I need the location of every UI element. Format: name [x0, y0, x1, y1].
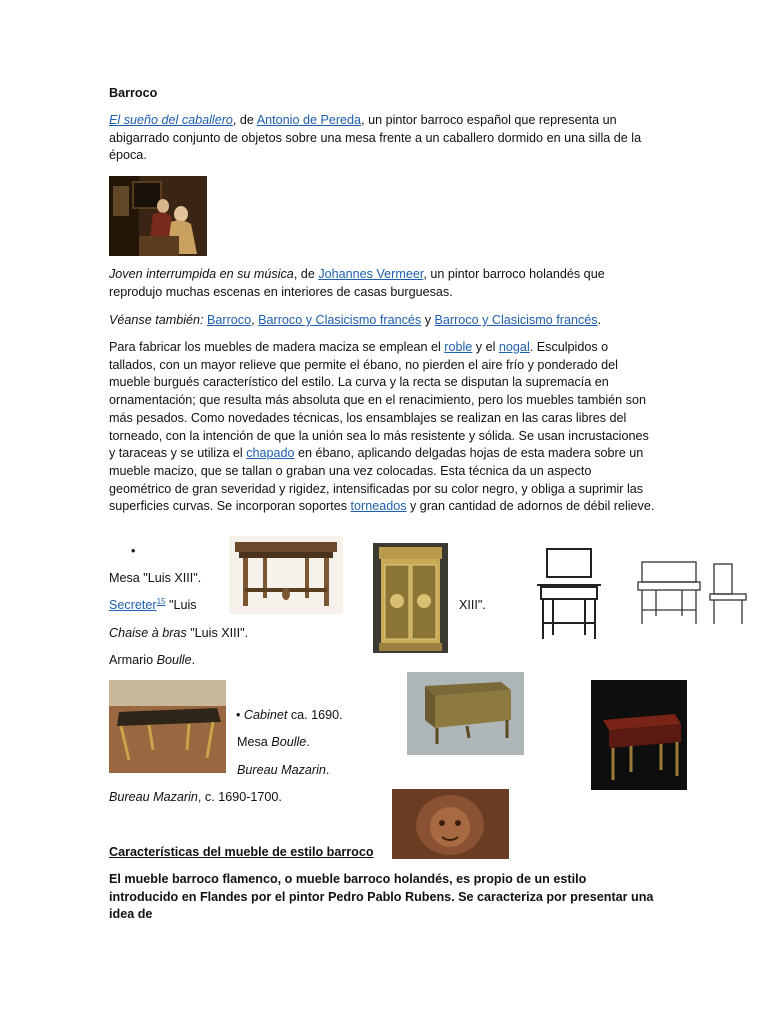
list-bullet: •	[236, 708, 241, 722]
text: , de	[293, 267, 319, 281]
link-torneados[interactable]: torneados	[350, 499, 407, 514]
painting-title: Joven interrumpida en su música	[109, 267, 294, 281]
see-also-label: Véanse también:	[109, 313, 208, 327]
caption-mesa-boulle	[237, 734, 310, 752]
text: Mesa	[237, 735, 272, 749]
caption-bureau-mazarin-date	[109, 789, 282, 807]
text: .	[306, 735, 310, 749]
paragraph-vermeer	[109, 266, 659, 301]
text: y	[421, 313, 435, 327]
paragraph-see-also	[109, 312, 659, 330]
link-nogal[interactable]: nogal	[498, 340, 530, 354]
caption-secreter-tail: XIII".	[459, 598, 486, 612]
text: "Luis	[165, 598, 197, 612]
link-barroco[interactable]: Barroco	[207, 313, 252, 327]
text: Para fabricar los muebles de madera maciza se emplean el	[109, 340, 445, 354]
cabinet-name: Cabinet	[243, 708, 288, 722]
armario-boulle-image	[373, 543, 448, 653]
link-roble[interactable]: roble	[444, 340, 473, 354]
caption-mesa-luis-xiii: Mesa "Luis XIII".	[109, 571, 202, 585]
text: ca. 1690.	[287, 708, 343, 722]
paragraph-flemish-baroque: El mueble barroco flamenco, o mueble barroco holandés, es propio de un estilo introducido en Flandes por el pintor Pedro Pablo Rubens. Se caracteriza por presentar una idea de	[109, 872, 654, 922]
text: . Esculpidos o tallados, con un mayor relieve que permite el ébano, no pierden el aire frío y ponderado del mueble burgués característico del estilo. La curva y la recta se disputan la supremacía en ornamentación; que resulta más absoluta que en el renacimiento, pero los muebles también son más pesados. Como novedades técnicas, los ensamblajes se realizan en las caras libres del torneado, con la intención de que la unión sea lo más resistente y sólida. Se usan incrustaciones y taraceas y se utiliza el	[109, 340, 649, 461]
boulle-name: Boulle	[271, 735, 307, 749]
boulle-name: Boulle	[156, 653, 192, 667]
bureau-mazarin-image	[591, 680, 687, 790]
text: Armario	[109, 653, 157, 667]
link-secreter[interactable]: Secreter	[109, 598, 157, 612]
caption-chaise-a-bras	[109, 625, 248, 643]
text: "Luis XIII".	[186, 626, 249, 640]
chaise-name: Chaise à bras	[109, 626, 187, 640]
text: en ébano, aplicando delgadas hojas de esta madera sobre un mueble macizo, que se tallan o graban una vez colocadas. Esta técnica da un aspecto geométrico de gran severidad y rigidez, intensificadas por su color negro, y obliga a suprimir las superficies curvas. Se incorporan soportes	[109, 446, 644, 514]
link-johannes-vermeer[interactable]: Johannes Vermeer	[318, 267, 424, 281]
link-antonio-de-pereda[interactable]: Antonio de Pereda	[256, 113, 362, 127]
text: y gran cantidad de adornos de débil relieve.	[406, 499, 655, 514]
text: , de	[232, 113, 257, 127]
caption-cabinet	[236, 707, 343, 725]
paragraph-materials	[109, 339, 657, 516]
vermeer-painting-image	[109, 176, 207, 256]
link-el-sueno-del-caballero[interactable]: El sueño del caballero	[109, 113, 233, 127]
bureau-name: Bureau Mazarin	[237, 763, 326, 777]
cabinet-image	[407, 672, 524, 755]
paragraph-pereda	[109, 112, 659, 165]
text: y el	[472, 340, 499, 354]
text: .	[191, 653, 196, 667]
text: .	[597, 313, 602, 327]
secreter-luis-xiii-image	[634, 556, 748, 628]
mesa-boulle-image	[109, 680, 226, 773]
list-bullet: •	[131, 544, 136, 558]
page-title: Barroco	[109, 86, 158, 100]
text: .	[325, 763, 330, 777]
bureau-name: Bureau Mazarin	[109, 790, 198, 804]
text: , un pintor barroco español que representa un abigarrado conjunto de objetos sobre una mesa frente a un caballero dormido en una silla de la época.	[109, 113, 642, 163]
link-chapado[interactable]: chapado	[246, 446, 295, 461]
caption-bureau-mazarin	[237, 762, 329, 780]
caption-secreter	[109, 597, 197, 615]
footnote-15[interactable]: 15	[156, 596, 166, 606]
text: , un pintor barroco holandés que reprodujo muchas escenas en interiores de casas burguesas.	[109, 267, 605, 299]
chaise-a-bras-image	[529, 543, 609, 643]
link-barroco-clasicismo-1[interactable]: Barroco y Clasicismo francés	[258, 313, 422, 327]
text: ,	[251, 313, 259, 327]
caption-armario-boulle	[109, 652, 195, 670]
link-barroco-clasicismo-2[interactable]: Barroco y Clasicismo francés	[434, 313, 598, 327]
table-luis-xiii-image	[229, 536, 343, 614]
section-heading: Características del mueble de estilo barroco	[109, 845, 374, 859]
text: , c. 1690-1700.	[197, 790, 282, 804]
